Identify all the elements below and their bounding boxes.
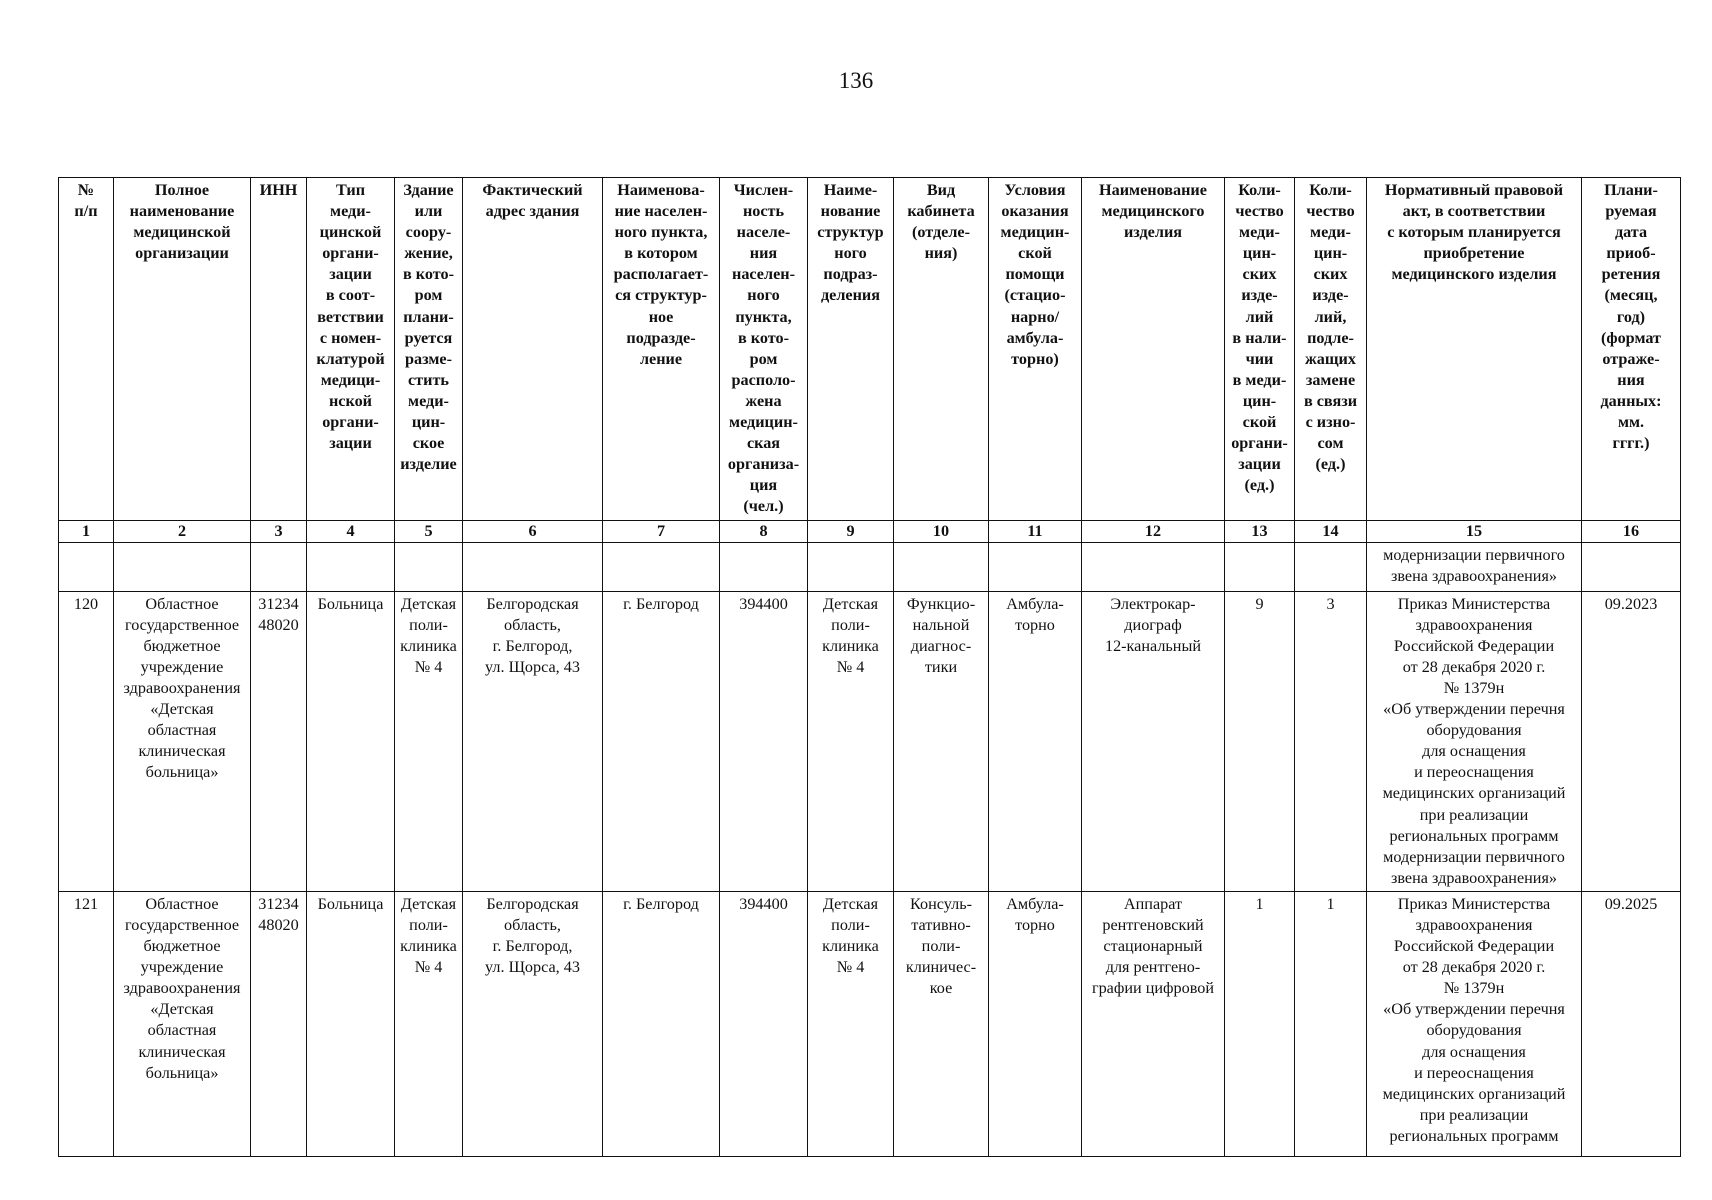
empty-cell xyxy=(307,542,395,591)
empty-cell xyxy=(989,542,1082,591)
table-row xyxy=(59,891,1681,1156)
header-cell: ИНН xyxy=(251,178,307,521)
column-number: 5 xyxy=(395,520,463,542)
row-number: 120 xyxy=(59,591,114,891)
empty-cell xyxy=(59,542,114,591)
device-name: Аппарат рентгеновский стационарный для рентгено- графии цифровой xyxy=(1082,891,1225,1156)
column-number: 7 xyxy=(603,520,720,542)
planned-date: 09.2023 xyxy=(1582,591,1681,891)
address: Белгородская область, г. Белгород, ул. Щорса, 43 xyxy=(463,591,603,891)
continuation-row xyxy=(59,542,1681,591)
column-number: 16 xyxy=(1582,520,1681,542)
header-row xyxy=(59,178,1681,521)
empty-cell xyxy=(808,542,894,591)
inn: 31234 48020 xyxy=(251,591,307,891)
inn: 31234 48020 xyxy=(251,891,307,1156)
column-number: 10 xyxy=(894,520,989,542)
column-number: 3 xyxy=(251,520,307,542)
cabinet-type: Консуль- тативно- поли- клиничес- кое xyxy=(894,891,989,1156)
quantity-available: 9 xyxy=(1225,591,1295,891)
header-cell: Наиме- нование структур ного подраз- деления xyxy=(808,178,894,521)
population: 394400 xyxy=(720,891,808,1156)
page-number: 136 xyxy=(838,68,874,93)
address: Белгородская область, г. Белгород, ул. Щорса, 43 xyxy=(463,891,603,1156)
quantity-available: 1 xyxy=(1225,891,1295,1156)
column-number-row xyxy=(59,520,1681,542)
empty-cell xyxy=(603,542,720,591)
legal-act: Приказ Министерства здравоохранения Российской Федерации от 28 декабря 2020 г. № 1379н «Об утверждении перечня оборудования для оснащения и переоснащения медицинских организаций при реализации региональных программ модернизации первичного звена здравоохранения» xyxy=(1367,591,1582,891)
building: Детская поли- клиника № 4 xyxy=(395,591,463,891)
legal-act: Приказ Министерства здравоохранения Российской Федерации от 28 декабря 2020 г. № 1379н «Об утверждении перечня оборудования для оснащения и переоснащения медицинских организаций при реализации региональных программ xyxy=(1367,891,1582,1156)
header-cell: Здание или соору- жение, в кото- ром плани- руется разме- стить меди- цин- ское изделие xyxy=(395,178,463,521)
header-cell: Вид кабинета (отделе- ния) xyxy=(894,178,989,521)
organization-name: Областное государственное бюджетное учреждение здравоохранения «Детская областная клиническая больница» xyxy=(114,891,251,1156)
quantity-replace: 1 xyxy=(1295,891,1367,1156)
column-number: 8 xyxy=(720,520,808,542)
locality: г. Белгород xyxy=(603,891,720,1156)
column-number: 12 xyxy=(1082,520,1225,542)
header-cell: Плани- руемая дата приоб- ретения (месяц, год) (формат отраже- ния данных: мм. гггг.) xyxy=(1582,178,1681,521)
header-cell: Наименование медицинского изделия xyxy=(1082,178,1225,521)
legal-act-continuation: модернизации первичного звена здравоохранения» xyxy=(1367,542,1582,591)
table-row xyxy=(59,591,1681,891)
empty-cell xyxy=(1082,542,1225,591)
locality: г. Белгород xyxy=(603,591,720,891)
empty-cell xyxy=(894,542,989,591)
empty-cell xyxy=(395,542,463,591)
column-number: 4 xyxy=(307,520,395,542)
header-cell: Коли- чество меди- цин- ских изде- лий, подле- жащих замене в связи с изно- сом (ед.) xyxy=(1295,178,1367,521)
population: 394400 xyxy=(720,591,808,891)
structural-unit: Детская поли- клиника № 4 xyxy=(808,591,894,891)
planned-date: 09.2025 xyxy=(1582,891,1681,1156)
device-name: Электрокар- диограф 12-канальный xyxy=(1082,591,1225,891)
empty-cell xyxy=(1225,542,1295,591)
column-number: 6 xyxy=(463,520,603,542)
organization-type: Больница xyxy=(307,591,395,891)
equipment-table xyxy=(58,177,1681,1157)
structural-unit: Детская поли- клиника № 4 xyxy=(808,891,894,1156)
column-number: 2 xyxy=(114,520,251,542)
empty-cell xyxy=(1295,542,1367,591)
column-number: 9 xyxy=(808,520,894,542)
building: Детская поли- клиника № 4 xyxy=(395,891,463,1156)
row-number: 121 xyxy=(59,891,114,1156)
column-number: 11 xyxy=(989,520,1082,542)
quantity-replace: 3 xyxy=(1295,591,1367,891)
column-number: 15 xyxy=(1367,520,1582,542)
column-number: 1 xyxy=(59,520,114,542)
header-cell: Фактический адрес здания xyxy=(463,178,603,521)
header-cell: Числен- ность населе- ния населен- ного пункта, в кото- ром располо- жена медицин- ская организа- ция (чел.) xyxy=(720,178,808,521)
header-cell: Тип меди- цинской органи- зации в соот- ветствии с номен- клатурой медици- нской органи- зации xyxy=(307,178,395,521)
header-cell: Наименова- ние населен- ного пункта, в котором располагает- ся структур- ное подразде- ление xyxy=(603,178,720,521)
column-number: 14 xyxy=(1295,520,1367,542)
empty-cell xyxy=(251,542,307,591)
care-conditions: Амбула- торно xyxy=(989,891,1082,1156)
cabinet-type: Функцио- нальной диагнос- тики xyxy=(894,591,989,891)
header-cell: Нормативный правовой акт, в соответствии с которым планируется приобретение медицинского изделия xyxy=(1367,178,1582,521)
empty-cell xyxy=(1582,542,1681,591)
organization-type: Больница xyxy=(307,891,395,1156)
header-cell: Условия оказания медицин- ской помощи (стацио- нарно/ амбула- торно) xyxy=(989,178,1082,521)
empty-cell xyxy=(720,542,808,591)
header-cell: Коли- чество меди- цин- ских изде- лий в нали- чии в меди- цин- ской органи- зации (ед.) xyxy=(1225,178,1295,521)
empty-cell xyxy=(463,542,603,591)
empty-cell xyxy=(114,542,251,591)
header-cell: № п/п xyxy=(59,178,114,521)
care-conditions: Амбула- торно xyxy=(989,591,1082,891)
column-number: 13 xyxy=(1225,520,1295,542)
header-cell: Полное наименование медицинской организации xyxy=(114,178,251,521)
organization-name: Областное государственное бюджетное учреждение здравоохранения «Детская областная клиническая больница» xyxy=(114,591,251,891)
